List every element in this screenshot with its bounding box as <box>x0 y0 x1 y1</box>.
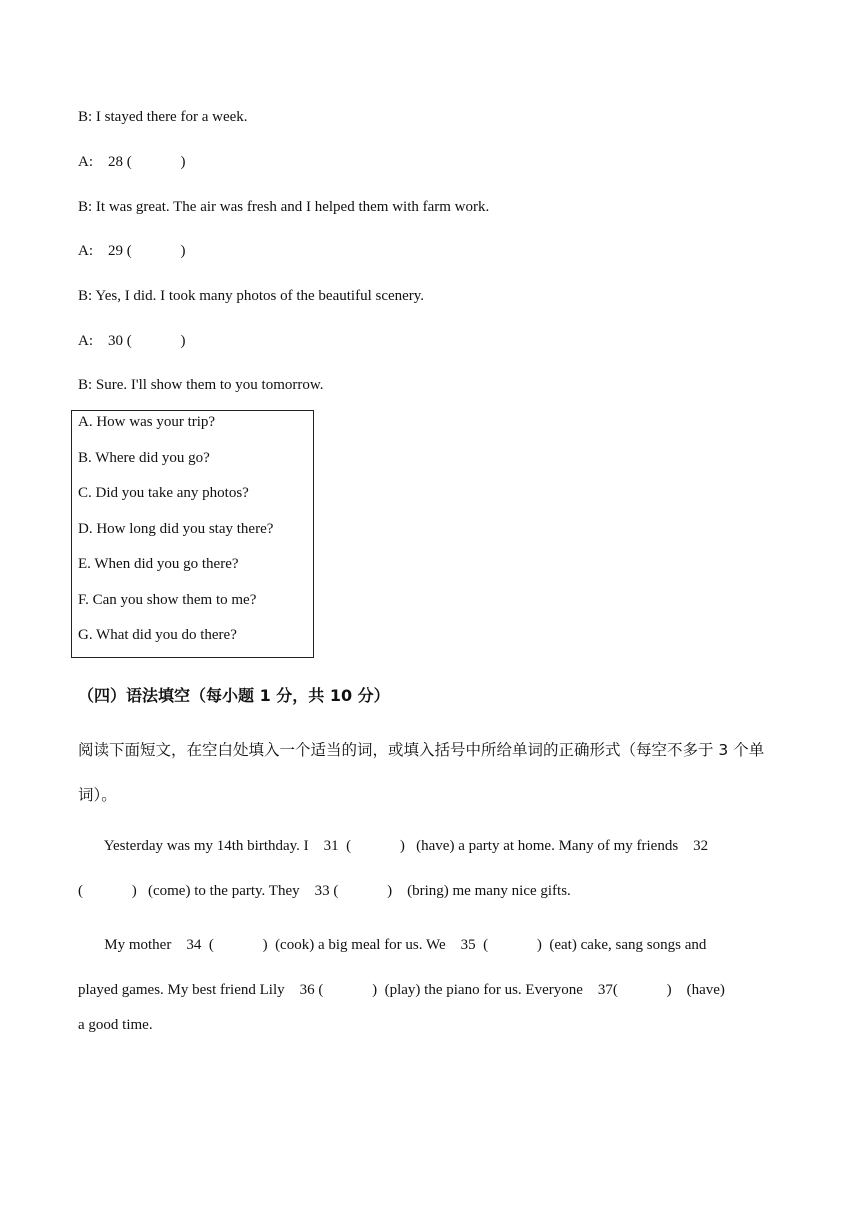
option-item: A. How was your trip? <box>78 414 216 430</box>
option-item: D. How long did you stay there? <box>78 521 274 537</box>
dialogue-line: B: Sure. I'll show them to you tomorrow. <box>78 377 324 393</box>
dialogue-line: B: It was great. The air was fresh and I helped them with farm work. <box>78 199 490 215</box>
section-heading: （四）语法填空（每小题 1 分，共 10 分） <box>78 686 390 705</box>
option-item: F. Can you show them to me? <box>78 592 257 608</box>
option-item: B. Where did you go? <box>78 450 210 466</box>
dialogue-line: B: Yes, I did. I took many photos of the beautiful scenery. <box>78 288 425 304</box>
passage-line: played games. My best friend Lily 36 ( ) (play) the piano for us. Everyone 37( ) (have) <box>78 982 725 998</box>
passage-line: a good time. <box>78 1017 153 1033</box>
dialogue-line: A: 30 ( ) <box>78 333 186 349</box>
passage-line: Yesterday was my 14th birthday. I 31 ( ) (have) a party at home. Many of my friends 32 <box>78 838 709 854</box>
instruction-line: 阅读下面短文，在空白处填入一个适当的词，或填入括号中所给单词的正确形式（每空不多于 3 个单 <box>78 741 765 759</box>
option-item: E. When did you go there? <box>78 556 239 572</box>
option-item: C. Did you take any photos? <box>78 485 249 501</box>
dialogue-line: A: 29 ( ) <box>78 243 186 259</box>
passage-line: My mother 34 ( ) (cook) a big meal for us. We 35 ( ) (eat) cake, sang songs and <box>78 937 707 953</box>
dialogue-line: A: 28 ( ) <box>78 154 186 170</box>
option-item: G. What did you do there? <box>78 627 237 643</box>
options-box <box>71 410 314 658</box>
dialogue-line: B: I stayed there for a week. <box>78 109 248 125</box>
passage-line: ( ) (come) to the party. They 33 ( ) (bring) me many nice gifts. <box>78 883 571 899</box>
instruction-line: 词）。 <box>78 786 117 804</box>
